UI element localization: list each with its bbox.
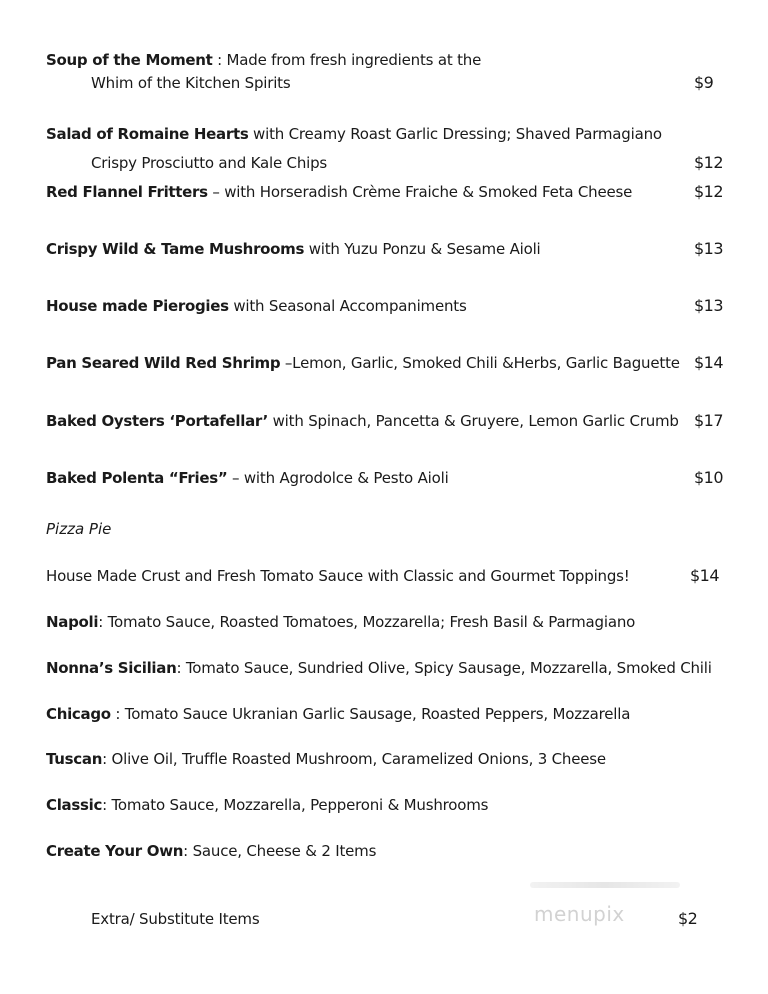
item-description-line2: Whim of the Kitchen Spirits [91, 74, 291, 92]
pizza-description: : Olive Oil, Truffle Roasted Mushroom, Caramelized Onions, 3 Cheese [102, 750, 606, 768]
pizza-description: : Sauce, Cheese & 2 Items [183, 842, 377, 860]
menu-item-mushrooms [46, 239, 541, 259]
item-description-line2: Crispy Prosciutto and Kale Chips [91, 154, 328, 172]
item-description: with Spinach, Pancetta & Gruyere, Lemon Garlic Crumb [268, 412, 679, 430]
watermark-decoration [530, 882, 680, 888]
item-name: Soup of the Moment [46, 51, 213, 69]
item-name: Pan Seared Wild Red Shrimp [46, 354, 281, 372]
item-price: $12 [694, 182, 724, 201]
pizza-item-napoli [46, 612, 635, 632]
menu-item-oysters [46, 411, 679, 431]
item-name: Red Flannel Fritters [46, 183, 208, 201]
item-price: $13 [694, 296, 724, 315]
item-price: $13 [694, 239, 724, 258]
pizza-description: : Tomato Sauce Ukranian Garlic Sausage, Roasted Peppers, Mozzarella [110, 705, 631, 723]
pizza-description: : Tomato Sauce, Sundried Olive, Spicy Sausage, Mozzarella, Smoked Chili [176, 659, 712, 677]
item-price: $14 [694, 353, 724, 372]
item-description: – with Agrodolce & Pesto Aioli [227, 469, 449, 487]
pizza-name: Nonna’s Sicilian [46, 659, 177, 677]
pizza-name: Classic [46, 796, 103, 814]
menu-item-soup [46, 50, 481, 70]
item-description: : Made from fresh ingredients at the [212, 51, 482, 69]
item-name: Baked Oysters ‘Portafellar’ [46, 412, 269, 430]
pizza-intro: House Made Crust and Fresh Tomato Sauce with Classic and Gourmet Toppings! [46, 567, 630, 585]
item-name: House made Pierogies [46, 297, 229, 315]
pizza-item-create-your-own [46, 841, 376, 861]
menu-item-polenta [46, 468, 449, 488]
pizza-price: $14 [690, 566, 720, 585]
pizza-item-tuscan [46, 749, 606, 769]
extra-items-label: Extra/ Substitute Items [91, 910, 260, 928]
pizza-name: Create Your Own [46, 842, 184, 860]
item-description: with Creamy Roast Garlic Dressing; Shaved Parmagiano [248, 125, 662, 143]
pizza-item-classic [46, 795, 488, 815]
pizza-name: Napoli [46, 613, 99, 631]
watermark-logo: menupix [534, 902, 625, 926]
menu-item-fritters [46, 182, 632, 202]
item-description: with Seasonal Accompaniments [228, 297, 467, 315]
item-description: with Yuzu Ponzu & Sesame Aioli [304, 240, 541, 258]
pizza-description: : Tomato Sauce, Mozzarella, Pepperoni & Mushrooms [102, 796, 489, 814]
pizza-name: Chicago [46, 705, 111, 723]
item-name: Baked Polenta “Fries” [46, 469, 228, 487]
item-price: $10 [694, 468, 724, 487]
item-description: – with Horseradish Crème Fraiche & Smoked Feta Cheese [207, 183, 633, 201]
pizza-item-chicago [46, 704, 630, 724]
item-price: $17 [694, 411, 724, 430]
item-name: Salad of Romaine Hearts [46, 125, 249, 143]
item-price: $12 [694, 153, 724, 172]
item-price: $9 [694, 73, 714, 92]
menu-item-pierogies [46, 296, 467, 316]
pizza-item-sicilian [46, 658, 712, 678]
item-description: –Lemon, Garlic, Smoked Chili &Herbs, Garlic Baguette [280, 354, 680, 372]
section-heading-pizza: Pizza Pie [46, 520, 112, 538]
pizza-description: : Tomato Sauce, Roasted Tomatoes, Mozzarella; Fresh Basil & Parmagiano [98, 613, 636, 631]
extra-items-price: $2 [678, 909, 698, 928]
menu-item-salad [46, 124, 662, 144]
menu-item-shrimp [46, 353, 680, 373]
item-name: Crispy Wild & Tame Mushrooms [46, 240, 305, 258]
pizza-name: Tuscan [46, 750, 103, 768]
